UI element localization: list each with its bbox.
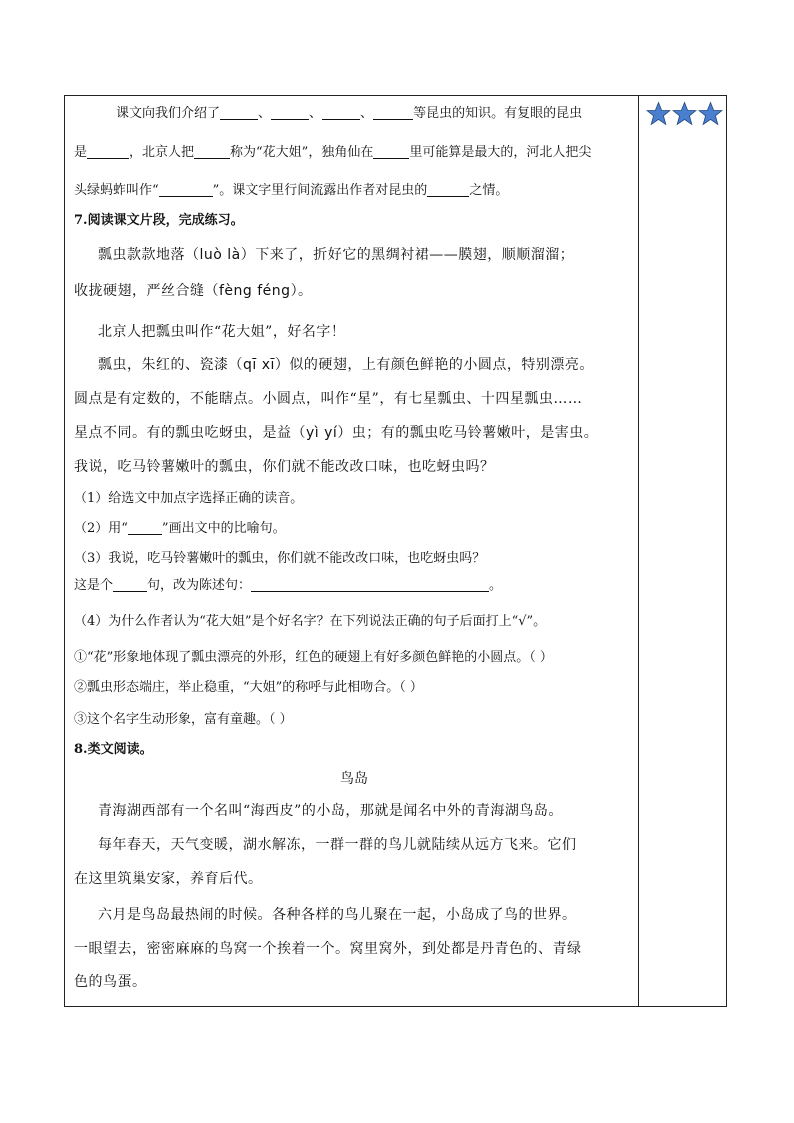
- answer-blank[interactable]: [128, 521, 162, 535]
- question: （1）给选文中加点字选择正确的读音。: [74, 491, 304, 506]
- star-icon: [672, 101, 697, 126]
- answer-blank[interactable]: [322, 106, 360, 120]
- passage-line: 六月是鸟岛最热闹的时候。各种各样的鸟儿聚在一起，小岛成了鸟的世界。: [98, 907, 577, 923]
- option: ②瓢虫形态端庄，举止稳重，“大姐”的称呼与此相吻合。（ ）: [74, 680, 423, 695]
- star-icon: [698, 101, 723, 126]
- text: ”画出文中的比喻句。: [161, 521, 286, 536]
- text: 等昆虫的知识。有复眼的昆虫: [413, 106, 583, 121]
- passage-line: [74, 280, 313, 300]
- answer-blank[interactable]: [373, 106, 413, 120]
- question: [74, 517, 286, 536]
- answer-blank[interactable]: [159, 183, 213, 197]
- answer-blank[interactable]: [194, 145, 230, 159]
- text: ”。课文字里行间流露出作者对昆虫的: [212, 183, 428, 198]
- text: 瓢虫款款地落（: [98, 247, 200, 263]
- passage-line: 我说，吃马铃薯嫩叶的瓢虫，你们就不能改改口味，也吃蚜虫吗？: [74, 459, 495, 475]
- passage-title: 鸟岛: [340, 771, 368, 787]
- passage-line: 一眼望去，密密麻麻的鸟窝一个挨着一个。窝里窝外，到处都是丹青色的、青绿: [74, 941, 582, 957]
- answer-blank[interactable]: [113, 578, 147, 592]
- text: 、: [360, 106, 374, 121]
- passage-line: 圆点是有定数的，不能瞎点。小圆点，叫作“星”，有七星瓢虫、十四星瓢虫……: [74, 391, 583, 407]
- question: （3）我说，吃马铃薯嫩叶的瓢虫，你们就不能改改口味，也吃蚜虫吗？: [74, 551, 486, 566]
- text: ）下来了，折好它的黑绸衬裙——膜翅，顺顺溜溜；: [240, 247, 575, 263]
- answer-blank[interactable]: [373, 145, 409, 159]
- text: ）虫；有的瓢虫吃马铃薯嫩叶，是害虫。: [337, 425, 599, 441]
- text: 收拢硬翅，严丝合缝（: [74, 283, 219, 299]
- text: ，北京人把: [129, 145, 195, 160]
- option: ③这个名字生动形象，富有童趣。（ ）: [74, 712, 293, 727]
- passage-line: 色的鸟蛋。: [74, 974, 147, 990]
- answer-blank[interactable]: [271, 106, 309, 120]
- passage-line: [74, 422, 598, 442]
- passage-line: [98, 354, 594, 374]
- pinyin: fèng féng: [219, 283, 291, 299]
- answer-blank[interactable]: [251, 578, 489, 592]
- text: 瓢虫，朱红的、瓷漆（: [98, 357, 243, 373]
- text: 课文向我们介绍了: [116, 106, 221, 121]
- question: （4）为什么作者认为“花大姐”是个好名字？在下列说法正确的句子后面打上“√”。: [74, 614, 547, 629]
- text: 之情。: [469, 183, 509, 198]
- column-divider: [638, 95, 639, 1007]
- passage-line: [98, 244, 574, 264]
- fill-line-1: [116, 102, 582, 121]
- fill-line-2: [74, 141, 591, 160]
- passage-line: 在这里筑巢安家，养育后代。: [74, 871, 263, 887]
- text: 、: [309, 106, 323, 121]
- difficulty-rating: [646, 101, 724, 127]
- star-icon: [646, 101, 671, 126]
- answer-blank[interactable]: [87, 145, 129, 159]
- section-heading: 7.阅读课文片段，完成练习。: [74, 213, 244, 228]
- text: 是: [74, 145, 88, 160]
- text: 句，改为陈述句：: [147, 578, 252, 593]
- text: （2）用“: [74, 521, 128, 536]
- question: [74, 574, 502, 593]
- passage-line: 北京人把瓢虫叫作“花大姐”，好名字！: [98, 324, 346, 340]
- option: ①“花”形象地体现了瓢虫漂亮的外形，红色的硬翅上有好多颜色鲜艳的小圆点。（ ）: [74, 650, 553, 665]
- text: 这是个: [74, 578, 114, 593]
- pinyin: yì yí: [306, 425, 338, 441]
- text: 里可能算是最大的，河北人把尖: [409, 145, 592, 160]
- fill-line-3: [74, 179, 508, 198]
- text: 、: [258, 106, 272, 121]
- section-heading: 8.类文阅读。: [74, 742, 153, 757]
- answer-blank[interactable]: [220, 106, 258, 120]
- text: ）。: [290, 283, 313, 299]
- text: 星点不同。有的瓢虫吃蚜虫，是益（: [74, 425, 306, 441]
- pinyin: luò là: [199, 247, 241, 263]
- text: ）似的硬翅，上有颜色鲜艳的小圆点，特别漂亮。: [274, 357, 594, 373]
- text: 称为“花大姐”，独角仙在: [230, 145, 374, 160]
- passage-line: 青海湖西部有一个名叫“海西皮”的小岛，那就是闻名中外的青海湖鸟岛。: [98, 803, 563, 819]
- text: 。: [489, 578, 503, 593]
- pinyin: qī xī: [243, 357, 275, 373]
- text: 头绿蚂蚱叫作“: [74, 183, 159, 198]
- passage-line: 每年春天，天气变暖，湖水解冻，一群一群的鸟儿就陆续从远方飞来。它们: [98, 837, 577, 853]
- answer-blank[interactable]: [427, 183, 469, 197]
